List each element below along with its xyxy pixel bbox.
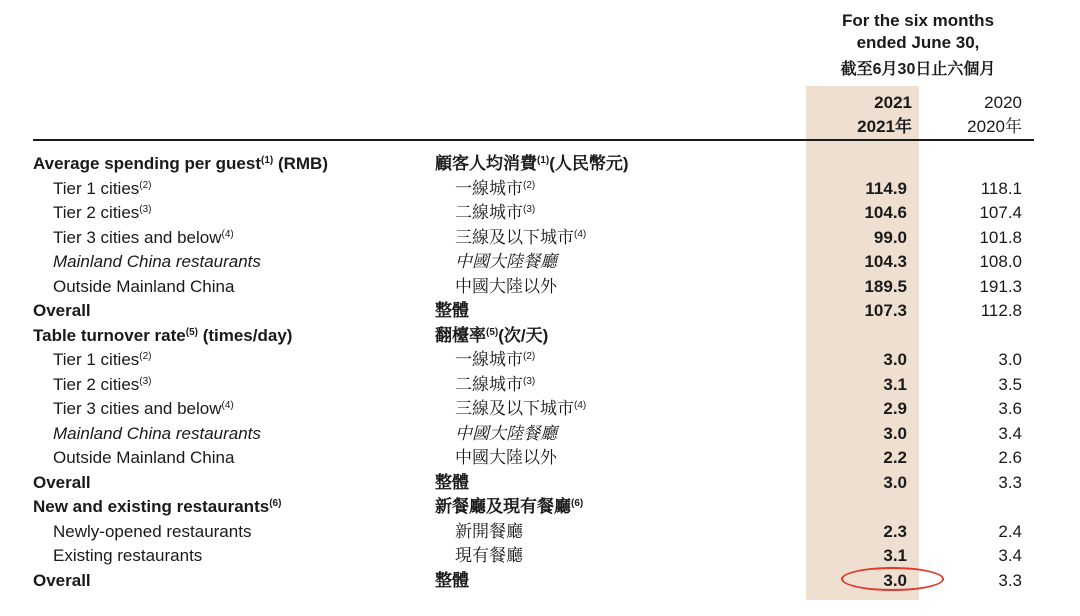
value-2020: 3.3: [998, 472, 1022, 492]
value-2021: 3.1: [883, 374, 907, 394]
row-label-en: Tier 2 cities$^{(3)}$: [53, 374, 152, 394]
period-header-en-line2: ended June 30,: [856, 33, 980, 52]
value-2021: 99.0: [873, 227, 907, 247]
row-label-en: Mainland China restaurants: [53, 423, 261, 443]
value-2021: 2.2: [883, 448, 907, 467]
table-row: [0, 201, 1080, 226]
value-2021: 3.0: [883, 570, 907, 590]
table-row: [0, 275, 1080, 300]
table-row: [0, 520, 1080, 545]
value-2021: 3.1: [883, 546, 907, 565]
row-label-zh: 新餐廳及現有餐廳$^{(6)}$: [435, 497, 584, 516]
table-row: [0, 373, 1080, 398]
row-label-zh: 一線城市$^{(2)}$: [455, 178, 536, 198]
row-label-en: Tier 1 cities$^{(2)}$: [53, 350, 152, 369]
row-label-en: Overall: [33, 472, 91, 492]
value-2021: 107.3: [864, 301, 907, 320]
row-label-zh: 新開餐廳: [455, 521, 523, 541]
row-label-zh: 整體: [435, 472, 469, 492]
value-2021: 3.0: [883, 350, 907, 369]
row-label-zh: 翻檯率$^{(5)}$(次/天): [435, 325, 549, 345]
value-2021: 3.0: [883, 472, 907, 492]
column-header-2021: 2021: [874, 93, 912, 112]
row-label-en: Tier 2 cities$^{(3)}$: [53, 203, 152, 222]
row-label-en: Tier 3 cities and below$^{(4)}$: [53, 399, 234, 418]
row-label-zh: 二線城市$^{(3)}$: [455, 374, 536, 394]
table-row: [0, 446, 1080, 471]
column-header-2020-zh: 2020年: [967, 117, 1022, 136]
value-2020: 3.0: [998, 350, 1022, 369]
value-2020: 2.4: [998, 521, 1022, 541]
row-label-en: Mainland China restaurants: [53, 252, 261, 271]
table-row: [0, 226, 1080, 251]
row-label-zh: 中國大陸以外: [455, 276, 557, 296]
value-2021: 114.9: [865, 178, 907, 198]
period-header-zh: 截至6月30日止六個月: [840, 61, 996, 78]
value-2020: 101.8: [979, 227, 1022, 247]
column-header-2020: 2020: [984, 93, 1022, 112]
table-row: [0, 177, 1080, 202]
table-row: [0, 250, 1080, 275]
row-label-en: Outside Mainland China: [53, 276, 235, 296]
value-2020: 2.6: [998, 448, 1022, 467]
row-label-zh: 一線城市$^{(2)}$: [455, 350, 536, 369]
value-2020: 112.8: [980, 301, 1022, 320]
value-2021: 2.9: [883, 399, 907, 418]
table-row-turnover-heading: [0, 324, 1080, 349]
table-row: [0, 348, 1080, 373]
row-label-en: Overall: [33, 301, 91, 320]
value-2020: 108.0: [979, 252, 1022, 271]
table-row: [0, 544, 1080, 569]
table-row: [0, 397, 1080, 422]
row-label-zh: 中國大陸餐廳: [455, 423, 557, 443]
column-header-2021-zh: 2021年: [857, 117, 912, 136]
value-2021: 2.3: [883, 521, 907, 541]
table-row-overall: [0, 299, 1080, 324]
value-2021: 3.0: [883, 423, 907, 443]
table-row-avg-spending-heading: [0, 152, 1080, 177]
table-row-new-existing-heading: [0, 495, 1080, 520]
period-header-en-line1: For the six months: [841, 11, 995, 30]
annotation-circle: [841, 567, 944, 591]
value-2021: 104.3: [864, 252, 907, 271]
value-2021: 189.5: [864, 276, 907, 296]
row-label-zh: 中國大陸以外: [455, 448, 557, 467]
row-label-zh: 整體: [435, 301, 469, 320]
value-2021: 104.6: [864, 203, 907, 222]
row-label-zh: 二線城市$^{(3)}$: [455, 203, 536, 222]
row-label-zh: 三線及以下城市$^{(4)}$: [455, 399, 587, 418]
row-label-zh: 三線及以下城市$^{(4)}$: [455, 227, 587, 247]
row-label-en: Existing restaurants: [53, 546, 203, 565]
row-label-zh: 現有餐廳: [455, 546, 523, 565]
row-label-en: Tier 3 cities and below$^{(4)}$: [53, 227, 234, 247]
row-label-en: Overall: [33, 570, 91, 590]
value-2020: 118.1: [980, 178, 1022, 198]
header-rule: [33, 139, 1034, 141]
row-label-en: New and existing restaurants$^{(6)}$: [33, 497, 282, 516]
row-label-zh: 整體: [435, 570, 469, 590]
table-row-overall: [0, 471, 1080, 496]
row-label-zh: 顧客人均消費$^{(1)}$(人民幣元): [435, 154, 629, 173]
value-2020: 191.3: [979, 276, 1022, 296]
row-label-en: Outside Mainland China: [53, 448, 235, 467]
value-2020: 3.4: [998, 546, 1022, 565]
row-label-en: Tier 1 cities$^{(2)}$: [53, 178, 152, 198]
row-label-en: Newly-opened restaurants: [53, 521, 252, 541]
value-2020: 3.3: [998, 570, 1022, 590]
row-label-zh: 中國大陸餐廳: [455, 252, 557, 271]
value-2020: 3.5: [998, 374, 1022, 394]
value-2020: 3.4: [998, 423, 1022, 443]
row-label-en: Average spending per guest$^{(1)}$ (RMB): [33, 154, 328, 173]
row-label-en: Table turnover rate$^{(5)}$ (times/day): [33, 325, 293, 345]
value-2020: 3.6: [998, 399, 1022, 418]
table-row: [0, 422, 1080, 447]
value-2020: 107.4: [979, 203, 1022, 222]
